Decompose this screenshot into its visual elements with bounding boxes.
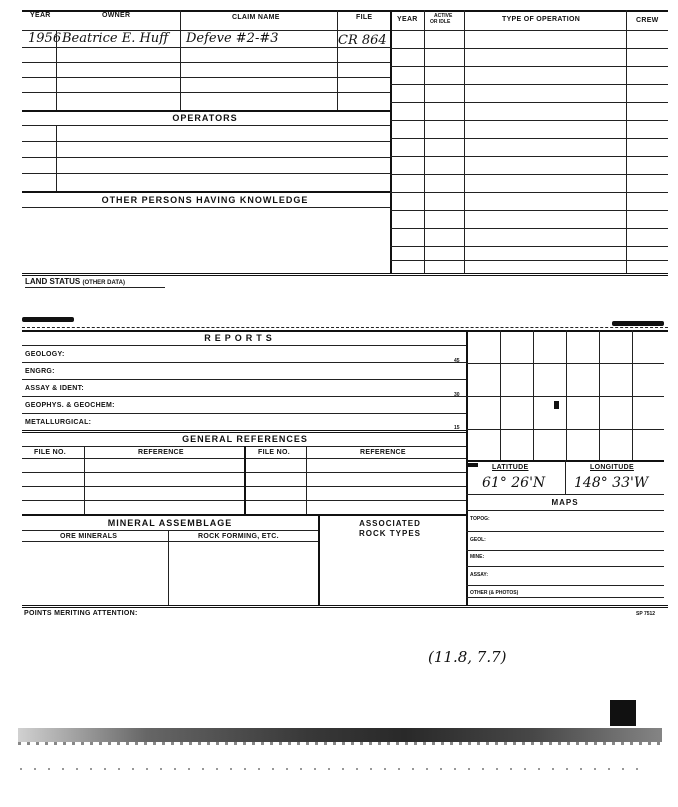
- longitude-label: LONGITUDE: [590, 464, 634, 471]
- report-geology: GEOLOGY:: [25, 351, 65, 358]
- general-references-title: GENERAL REFERENCES: [182, 434, 308, 444]
- form-number: SP 7512: [636, 611, 656, 617]
- col-owner-header: OWNER: [102, 12, 131, 19]
- report-assay: ASSAY & IDENT:: [25, 385, 85, 392]
- report-engrg: ENGRG:: [25, 368, 55, 375]
- handwritten-coordinates: (11.8, 7.7): [428, 648, 507, 666]
- associated-line2: ROCK TYPES: [358, 529, 421, 538]
- col-claim-header: CLAIM NAME: [232, 14, 280, 21]
- row1-file: CR 864: [338, 33, 387, 48]
- points-meriting-label: POINTS MERITING ATTENTION:: [24, 610, 138, 617]
- associated-line1: ASSOCIATED: [359, 519, 421, 528]
- maps-title: MAPS: [551, 498, 579, 507]
- land-status-title: LAND STATUS: [25, 277, 81, 286]
- scale-15: 15: [454, 425, 460, 431]
- map-geol: GEOL:: [470, 537, 486, 543]
- map-other: OTHER (& PHOTOS): [470, 590, 519, 596]
- scan-marker: [610, 700, 636, 726]
- row1-claim: Defeve #2-#3: [186, 31, 279, 46]
- longitude-value: 148° 33'W: [574, 475, 649, 491]
- ref-col-reference1: REFERENCE: [138, 449, 184, 456]
- row1-owner: Beatrice E. Huff: [62, 31, 169, 46]
- mineral-assemblage-title: MINERAL ASSEMBLAGE: [107, 518, 233, 528]
- scale-30: 30: [454, 392, 460, 398]
- ref-col-file2: FILE NO.: [258, 449, 290, 456]
- map-topog: TOPOG:: [470, 516, 490, 522]
- op-year-header: YEAR: [397, 16, 418, 23]
- reports-title: REPORTS: [204, 333, 276, 343]
- other-persons-title: OTHER PERSONS HAVING KNOWLEDGE: [101, 195, 309, 205]
- map-mine: MINE:: [470, 554, 485, 560]
- col-year-header: YEAR: [30, 12, 51, 19]
- rock-forming-header: ROCK FORMING, ETC.: [198, 533, 279, 540]
- latitude-value: 61° 26'N: [482, 475, 546, 491]
- ref-col-reference2: REFERENCE: [360, 449, 406, 456]
- report-geophys: GEOPHYS. & GEOCHEM:: [25, 402, 115, 409]
- operators-title: OPERATORS: [172, 113, 238, 123]
- crew-header: CREW: [636, 17, 659, 24]
- map-assay: ASSAY:: [470, 572, 489, 578]
- land-status-label: [25, 277, 125, 286]
- ref-col-file1: FILE NO.: [34, 449, 66, 456]
- scan-noise-band: [18, 728, 662, 742]
- type-operation-header: TYPE OF OPERATION: [502, 16, 581, 23]
- scale-45: 45: [454, 358, 460, 364]
- row1-year: 1956: [28, 31, 62, 46]
- col-file-header: FILE: [356, 14, 373, 21]
- report-metallurgical: METALLURGICAL:: [25, 419, 92, 426]
- ore-minerals-header: ORE MINERALS: [60, 533, 118, 540]
- land-status-subtitle: (OTHER DATA): [82, 280, 125, 286]
- latitude-label: LATITUDE: [492, 464, 529, 471]
- active-header-1: ACTIVE: [434, 13, 453, 19]
- active-header-2: OR IDLE: [430, 19, 451, 25]
